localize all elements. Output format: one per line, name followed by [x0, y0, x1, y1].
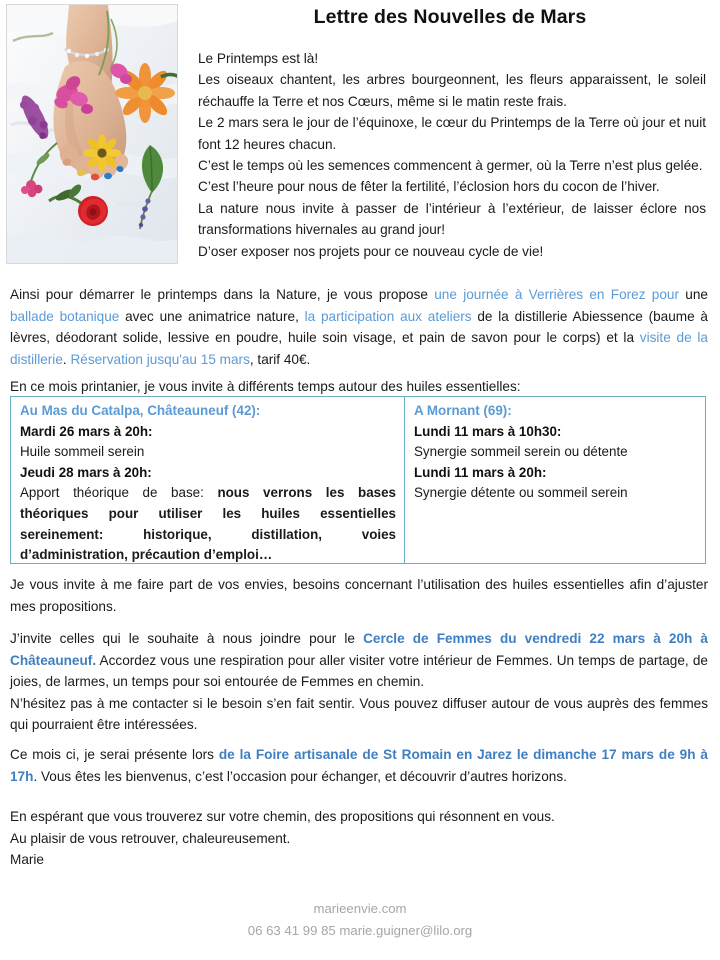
intro-line-7: D’oser exposer nos projets pour ce nouveau cycle de vie!: [198, 243, 544, 259]
distillerie-paragraph: [10, 284, 708, 370]
closing-paragraph: [10, 806, 708, 871]
link-reservation-15-mars[interactable]: Réservation jusqu'au 15 mars: [70, 351, 250, 367]
event-what-lundi-11-1030: Synergie sommeil serein ou détente: [414, 444, 628, 460]
cercle-text-2: Accordez vous une respiration pour aller visiter votre intérieur de Femmes. Un temps de partage, de joies, de larmes, un temps pour soi entourée de Femmes en chemin.: [10, 652, 708, 690]
event-what-jeudi-28-plain: Apport théorique de base:: [20, 485, 218, 501]
envies-text: Je vous invite à me faire part de vos envies, besoins concernant l’utilisation des huiles essentielles afin d’ajuster mes propositions.: [10, 577, 708, 614]
cercle-line-2: N’hésitez pas à me contacter si le besoin s’en fait sentir. Vous pouvez diffuser autour de vous auprès des femmes qui pourraient être intéressées.: [10, 695, 708, 733]
intro-text-block: [198, 48, 706, 262]
document-title: Lettre des Nouvelles de Mars: [313, 6, 587, 28]
invite-intro-text: En ce mois printanier, je vous invite à différents temps autour des huiles essentielles:: [10, 379, 521, 394]
distillerie-text-1: Ainsi pour démarrer le printemps dans la Nature, je vous propose: [10, 287, 435, 302]
intro-line-3: Le 2 mars sera le jour de l’équinoxe, le cœur du Printemps de la Terre où jour et nuit font 12 heures chacun.: [198, 115, 706, 152]
invite-intro-paragraph: [10, 376, 708, 398]
link-foire-artisanale[interactable]: de la Foire artisanale de St Romain en Jarez le dimanche 17 mars de 9h à 17h: [10, 747, 708, 784]
footer-contact[interactable]: 06 63 41 99 85 marie.guigner@lilo.org: [247, 923, 473, 938]
cercle-text-1: J’invite celles qui le souhaite à nous joindre pour le: [10, 631, 364, 646]
link-visite-distillerie[interactable]: visite de la distillerie: [10, 330, 708, 367]
header-row: [0, 0, 720, 272]
events-column-catalpa: [11, 397, 405, 563]
event-what-mardi-26: Huile sommeil serein: [20, 444, 145, 460]
foire-text-1: Ce mois ci, je serai présente lors: [10, 747, 219, 762]
intro-line-5: C’est l’heure pour nous de fêter la fertilité, l’éclosion hors du cocon de l’hiver.: [198, 179, 660, 195]
closing-line-1: En espérant que vous trouverez sur votre chemin, des propositions qui résonnent en vous.: [10, 809, 555, 824]
foot-with-flowers-photo: [6, 4, 178, 264]
distillerie-text-2: une: [679, 287, 708, 302]
intro-line-6: La nature nous invite à passer de l’intérieur à l’extérieur, de laisser éclore nos transformations hivernales au grand jour!: [198, 200, 706, 238]
foire-text-2: . Vous êtes les bienvenus, c’est l’occasion pour échanger, et découvrir d’autres horizons.: [33, 768, 567, 784]
venue-label-mornant: A Mornant (69):: [414, 403, 512, 418]
event-when-lundi-11-1030: Lundi 11 mars à 10h30:: [414, 423, 562, 439]
distillerie-text-6: , tarif 40€.: [249, 351, 311, 367]
event-what-jeudi-28: [20, 483, 396, 565]
link-journee-verrieres[interactable]: une journée à Verrières en Forez pour: [434, 287, 680, 302]
link-cercle-de-femmes[interactable]: Cercle de Femmes du vendredi 22 mars à 20h à Châteauneuf.: [10, 631, 708, 668]
signature-name: Marie: [10, 852, 44, 868]
event-when-mardi-26: Mardi 26 mars à 20h:: [20, 423, 153, 439]
link-participation-ateliers[interactable]: la participation aux ateliers: [304, 308, 472, 324]
intro-line-4: C’est le temps où les semences commencent à germer, où la Terre n’est plus gelée.: [198, 158, 703, 174]
intro-line-2: Les oiseaux chantent, les arbres bourgeonnent, les fleurs apparaissent, le soleil réchauffe la Terre et nos Cœurs, même si le matin reste frais.: [198, 72, 706, 109]
events-column-mornant: [405, 397, 703, 563]
footer-website[interactable]: marieenvie.com: [313, 901, 407, 916]
intro-line-1: Le Printemps est là!: [198, 51, 319, 66]
foire-paragraph: [10, 744, 708, 787]
event-when-lundi-11-20h: Lundi 11 mars à 20h:: [414, 464, 547, 480]
footer: [0, 898, 720, 942]
events-table: [10, 396, 706, 564]
envies-paragraph: [10, 574, 708, 617]
link-ballade-botanique[interactable]: ballade botanique: [10, 308, 120, 324]
distillerie-text-5: .: [62, 351, 71, 367]
distillerie-text-4: de la distillerie Abiessence (baume à lèvres, déodorant solide, lessive en poudre, huile soin visage, et pain de savon pour le corps) et la: [10, 308, 708, 346]
event-what-lundi-11-20h: Synergie détente ou sommeil serein: [414, 485, 628, 501]
closing-line-2: Au plaisir de vous retrouver, chaleureusement.: [10, 830, 291, 846]
venue-label-catalpa: Au Mas du Catalpa, Châteauneuf (42):: [20, 403, 261, 418]
cercle-paragraph: [10, 628, 708, 736]
event-what-jeudi-28-bold: nous verrons les bases théoriques pour utiliser les huiles essentielles sereinement: historique, distillation, voies d’administration, précaution d’emploi…: [20, 485, 396, 563]
event-when-jeudi-28: Jeudi 28 mars à 20h:: [20, 464, 152, 480]
distillerie-text-3: avec une animatrice nature,: [119, 308, 305, 324]
